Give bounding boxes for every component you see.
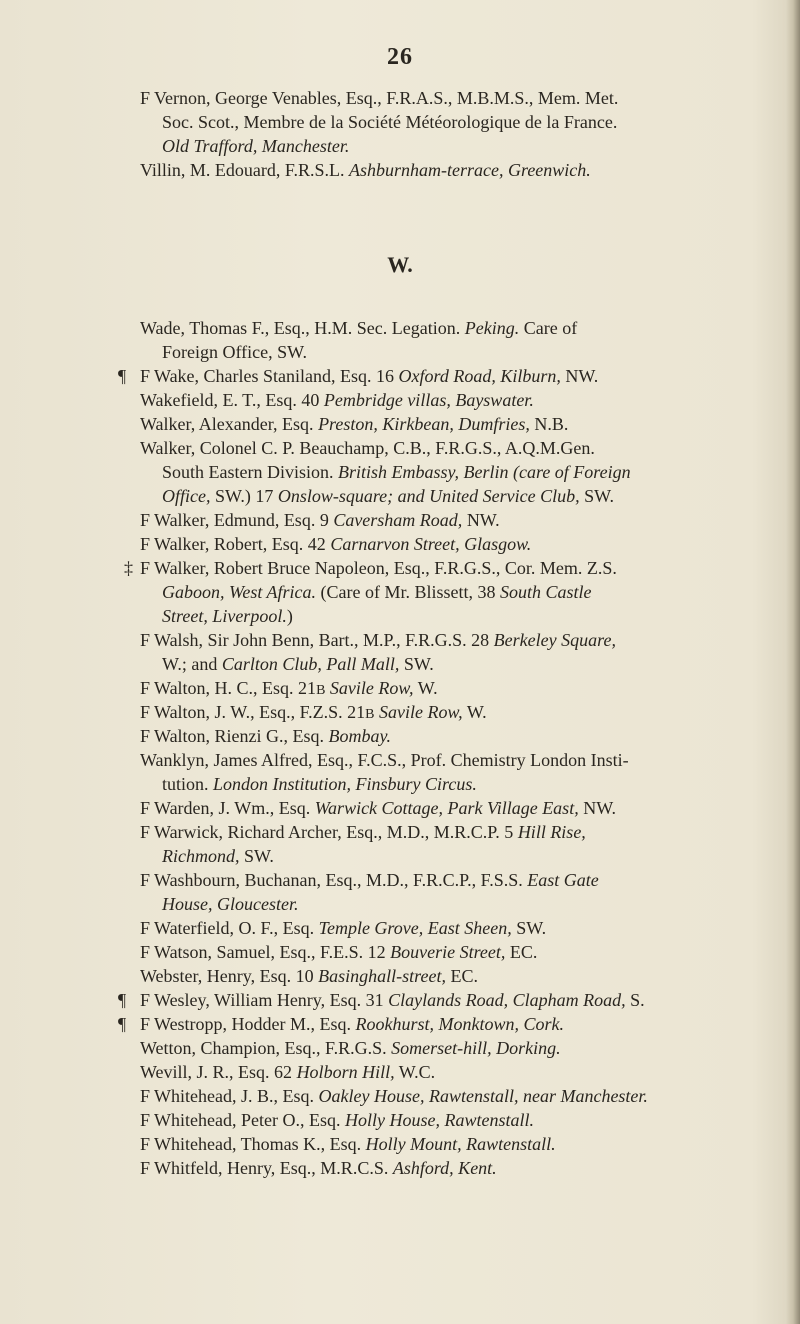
member-entry	[0, 988, 645, 1012]
member-entry	[0, 964, 478, 988]
entry-line	[0, 892, 599, 916]
entry-line	[0, 556, 617, 580]
entry-text: SW.	[239, 846, 274, 866]
fellow-prefix: F	[140, 558, 151, 578]
member-entry	[0, 1156, 497, 1180]
entry-address: Rookhurst, Monktown, Cork.	[355, 1014, 565, 1034]
entry-text: W.; and	[162, 654, 222, 674]
entry-text: Westropp, Hodder M., Esq.	[154, 1014, 356, 1034]
entry-text: W.	[462, 702, 487, 722]
entry-address: Caversham Road,	[333, 510, 463, 530]
member-entry	[0, 1060, 435, 1084]
entry-line	[0, 460, 631, 484]
entry-line	[0, 1036, 561, 1060]
entry-text: Washbourn, Buchanan, Esq., M.D., F.R.C.P., F.S.S.	[154, 870, 528, 890]
entry-address: Temple Grove, East Sheen,	[318, 918, 512, 938]
entry-line	[0, 796, 616, 820]
entry-line	[0, 868, 599, 892]
entry-line	[0, 964, 478, 988]
entry-address: Claylands Road, Clapham Road,	[388, 990, 626, 1010]
entry-text: Walton, H. C., Esq. 21	[154, 678, 317, 698]
entry-text: Whitehead, Peter O., Esq.	[154, 1110, 345, 1130]
entry-text: Villin, M. Edouard, F.R.S.L.	[140, 160, 349, 180]
entry-text: NW.	[560, 366, 599, 386]
entry-text: Walker, Robert Bruce Napoleon, Esq., F.R.G.S., Cor. Mem. Z.S.	[154, 558, 617, 578]
entry-text: Walker, Robert, Esq. 42	[154, 534, 331, 554]
entry-text: tution.	[162, 774, 214, 794]
entry-address: Bouverie Street,	[390, 942, 506, 962]
member-entry	[0, 86, 618, 158]
entry-line	[0, 158, 591, 182]
entry-text: NW.	[462, 510, 500, 530]
entry-text: Walton, J. W., Esq., F.Z.S. 21	[154, 702, 366, 722]
entry-address: South Castle	[500, 582, 592, 602]
entry-line	[0, 700, 487, 727]
entry-text: Walsh, Sir John Benn, Bart., M.P., F.R.G.S. 28	[154, 630, 494, 650]
entry-line	[0, 604, 617, 628]
entry-line	[0, 316, 577, 340]
entry-marker: ¶	[118, 366, 127, 386]
member-entry	[0, 1084, 648, 1108]
entry-address: Richmond,	[162, 846, 240, 866]
entry-address: Savile Row,	[374, 702, 463, 722]
entry-text: Wakefield, E. T., Esq. 40	[140, 390, 324, 410]
entry-line	[0, 1132, 556, 1156]
entry-text: W.	[413, 678, 438, 698]
entry-text: Walker, Colonel C. P. Beauchamp, C.B., F.R.G.S., A.Q.M.Gen.	[140, 438, 595, 458]
entry-text: )	[286, 606, 293, 626]
fellow-prefix: F	[140, 510, 151, 530]
entry-line	[0, 940, 537, 964]
page-edge-shadow	[786, 0, 800, 1324]
entry-text: Wesley, William Henry, Esq. 31	[154, 990, 389, 1010]
entry-line	[0, 340, 577, 364]
fellow-prefix: F	[140, 918, 151, 938]
entry-text: SW.	[511, 918, 547, 938]
entry-line	[0, 1060, 435, 1084]
member-entry	[0, 532, 531, 556]
entry-address: Onslow-square; and United Service Club,	[277, 486, 580, 506]
entry-text: NW.	[578, 798, 617, 818]
entry-address: Holborn Hill,	[296, 1062, 395, 1082]
member-entry	[0, 796, 616, 820]
page-number: 26	[387, 44, 413, 70]
entry-address: Oakley House, Rawtenstall, near Manchester.	[318, 1086, 648, 1106]
entry-line	[0, 508, 500, 532]
entry-address: Holly Mount, Rawtenstall.	[365, 1134, 556, 1154]
entry-address: Holly House, Rawtenstall.	[344, 1110, 534, 1130]
fellow-prefix: F	[140, 726, 151, 746]
entry-line	[0, 388, 534, 412]
member-entry	[0, 158, 591, 182]
entry-address: Street, Liverpool.	[162, 606, 287, 626]
member-entry	[0, 1036, 561, 1060]
fellow-prefix: F	[140, 678, 151, 698]
member-entry	[0, 556, 617, 628]
member-entry	[0, 436, 631, 508]
entry-text: (Care of Mr. Blissett, 38	[316, 582, 500, 602]
member-entry	[0, 508, 500, 532]
entry-address: Ashford, Kent.	[392, 1158, 497, 1178]
fellow-prefix: F	[140, 870, 151, 890]
member-entry	[0, 940, 537, 964]
entry-text: Wake, Charles Staniland, Esq. 16	[154, 366, 399, 386]
entry-text: SW.	[399, 654, 434, 674]
entry-line	[0, 110, 618, 134]
entry-line	[0, 724, 391, 748]
entry-text: South Eastern Division.	[162, 462, 338, 482]
member-entry	[0, 724, 391, 748]
fellow-prefix: F	[140, 366, 151, 386]
entry-text: Watson, Samuel, Esq., F.E.S. 12	[154, 942, 391, 962]
fellow-prefix: F	[140, 990, 151, 1010]
entry-address: Old Trafford, Manchester.	[162, 136, 350, 156]
member-entry	[0, 1012, 564, 1036]
entry-address: Preston, Kirkbean, Dumfries,	[318, 414, 530, 434]
entry-address: Basinghall-street,	[318, 966, 446, 986]
entry-address: East Gate	[527, 870, 599, 890]
member-entry	[0, 868, 599, 916]
entry-text: Waterfield, O. F., Esq.	[154, 918, 319, 938]
member-entry	[0, 364, 598, 388]
entry-address: Ashburnham-terrace, Greenwich.	[349, 160, 591, 180]
entry-line	[0, 134, 618, 158]
entry-line	[0, 628, 616, 652]
entry-marker: ¶	[118, 1014, 127, 1034]
entry-address: Somerset-hill, Dorking.	[391, 1038, 561, 1058]
entry-text: S.	[625, 990, 645, 1010]
entry-text: Wade, Thomas F., Esq., H.M. Sec. Legation.	[140, 318, 465, 338]
entry-text: Care of	[519, 318, 578, 338]
entry-text: EC.	[445, 966, 478, 986]
entry-line	[0, 1084, 648, 1108]
entry-text: Warden, J. Wm., Esq.	[154, 798, 315, 818]
entry-address: Peking.	[464, 318, 520, 338]
member-entry	[0, 820, 586, 868]
entry-text: Walker, Edmund, Esq. 9	[154, 510, 334, 530]
entry-line	[0, 436, 631, 460]
fellow-prefix: F	[140, 1014, 151, 1034]
entry-address: London Institution, Finsbury Circus.	[213, 774, 477, 794]
member-entry	[0, 388, 534, 412]
entry-line	[0, 86, 618, 110]
section-letter: W.	[387, 252, 413, 277]
entry-line	[0, 1156, 497, 1180]
entry-text: SW.) 17	[210, 486, 278, 506]
entry-line	[0, 364, 598, 388]
fellow-prefix: F	[140, 1086, 151, 1106]
fellow-prefix: F	[140, 1110, 151, 1130]
entry-line	[0, 1108, 534, 1132]
member-entry	[0, 316, 577, 364]
entry-address: Pembridge villas, Bayswater.	[323, 390, 534, 410]
entry-line	[0, 532, 531, 556]
entry-line	[0, 772, 629, 796]
entry-text: Walton, Rienzi G., Esq.	[154, 726, 329, 746]
entry-address: House, Gloucester.	[162, 894, 299, 914]
fellow-prefix: F	[140, 702, 151, 722]
entry-line	[0, 820, 586, 844]
entry-text: Wanklyn, James Alfred, Esq., F.C.S., Prof. Chemistry London Insti-	[140, 750, 629, 770]
entry-line	[0, 748, 629, 772]
entry-address: Warwick Cottage, Park Village East,	[314, 798, 579, 818]
entry-line	[0, 1012, 564, 1036]
entry-line	[0, 580, 617, 604]
fellow-prefix: F	[140, 630, 151, 650]
fellow-prefix: F	[140, 1134, 151, 1154]
entry-marker: ¶	[118, 990, 127, 1010]
entry-text: Warwick, Richard Archer, Esq., M.D., M.R.C.P. 5	[154, 822, 518, 842]
entry-text: Whitehead, Thomas K., Esq.	[154, 1134, 366, 1154]
entry-text: Wetton, Champion, Esq., F.R.G.S.	[140, 1038, 392, 1058]
entry-address: Berkeley Square,	[493, 630, 616, 650]
entry-line	[0, 988, 645, 1012]
entry-text: SW.	[579, 486, 614, 506]
member-entry	[0, 1108, 534, 1132]
fellow-prefix: F	[140, 534, 151, 554]
entry-address: Gaboon, West Africa.	[162, 582, 317, 602]
entry-text: Walker, Alexander, Esq.	[140, 414, 319, 434]
entry-text: W.C.	[394, 1062, 436, 1082]
entry-text: EC.	[505, 942, 538, 962]
entry-text: Whitfeld, Henry, Esq., M.R.C.S.	[154, 1158, 393, 1178]
entry-address: British Embassy, Berlin (care of Foreign	[338, 462, 631, 482]
entry-line	[0, 844, 586, 868]
entry-address: Hill Rise,	[517, 822, 586, 842]
entry-text: Soc. Scot., Membre de la Société Météorologique de la France.	[162, 112, 618, 132]
member-entry	[0, 412, 568, 436]
member-entry	[0, 916, 546, 940]
entry-marker: ‡	[124, 558, 133, 578]
entry-text: N.B.	[529, 414, 569, 434]
entry-address: Savile Row,	[325, 678, 414, 698]
member-entry	[0, 1132, 556, 1156]
entry-address: Oxford Road, Kilburn,	[398, 366, 561, 386]
entry-text: Foreign Office, SW.	[162, 342, 307, 362]
entry-text: B	[365, 707, 375, 722]
entry-text: Vernon, George Venables, Esq., F.R.A.S., M.B.M.S., Mem. Met.	[154, 88, 619, 108]
entry-line	[0, 412, 568, 436]
entry-line	[0, 652, 616, 676]
entry-address: Bombay.	[328, 726, 392, 746]
member-entry	[0, 628, 616, 676]
fellow-prefix: F	[140, 798, 151, 818]
member-entry	[0, 700, 487, 727]
member-entry	[0, 748, 629, 796]
entry-line	[0, 484, 631, 508]
member-entry	[0, 676, 438, 703]
entry-text: Whitehead, J. B., Esq.	[154, 1086, 319, 1106]
fellow-prefix: F	[140, 942, 151, 962]
fellow-prefix: F	[140, 1158, 151, 1178]
entry-address: Carlton Club, Pall Mall,	[221, 654, 400, 674]
entry-text: Webster, Henry, Esq. 10	[140, 966, 319, 986]
fellow-prefix: F	[140, 88, 151, 108]
entry-line	[0, 916, 546, 940]
fellow-prefix: F	[140, 822, 151, 842]
entry-text: B	[316, 683, 326, 698]
entry-text: Wevill, J. R., Esq. 62	[140, 1062, 297, 1082]
entry-line	[0, 676, 438, 703]
entry-address: Office,	[162, 486, 211, 506]
entry-address: Carnarvon Street, Glasgow.	[330, 534, 532, 554]
